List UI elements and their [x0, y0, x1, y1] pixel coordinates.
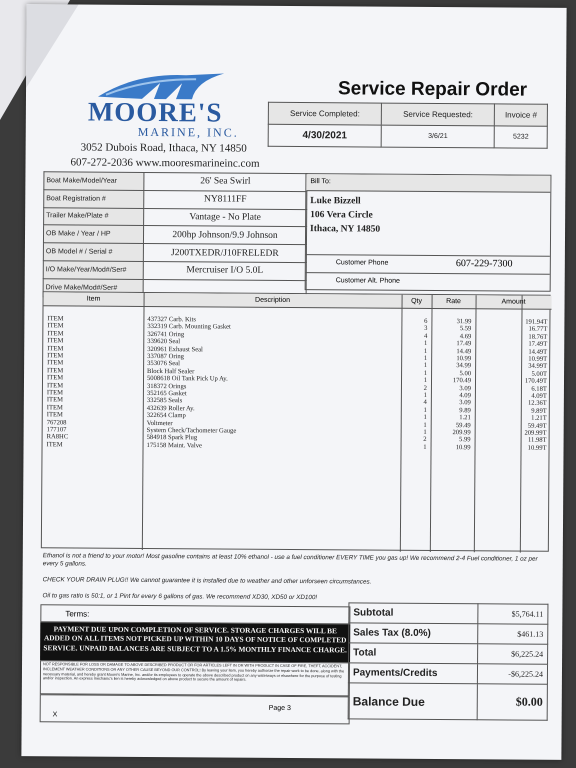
item-rate: 4.69 [459, 332, 472, 341]
item-qty: 1 [423, 347, 428, 355]
item-rate: 14.49 [456, 347, 472, 355]
company-phone-web: 607-272-2036 www.mooresmarineinc.com [70, 156, 260, 170]
item-code: ITEM [46, 396, 64, 404]
completed-date: 4/30/2021 [268, 124, 381, 147]
vehicle-label: Boat Make/Model/Year [44, 172, 144, 190]
customer-street: 106 Vera Circle [310, 210, 373, 221]
vehicle-value: 26' Sea Swirl [144, 172, 307, 191]
requested-date: 3/6/21 [381, 125, 494, 148]
item-rate: 4.09 [459, 392, 471, 400]
total-label: Total [349, 643, 478, 664]
customer-alt-phone-label: Customer Alt. Phone [335, 277, 400, 285]
item-rate: 170.49 [452, 377, 472, 385]
item-amount: 9.89T [531, 407, 547, 415]
item-rate: 3.09 [459, 399, 471, 407]
item-qty: 1 [423, 428, 427, 436]
item-qty: 1 [423, 369, 428, 377]
payments-credits-label: Payments/Credits [348, 663, 477, 684]
item-code: 177107 [46, 426, 67, 434]
completed-label: Service Completed: [268, 102, 381, 125]
page-number: Page 3 [268, 704, 291, 712]
item-qty: 3 [424, 325, 428, 333]
item-code: RA8HC [46, 433, 69, 441]
signature-box [40, 694, 350, 724]
company-name: MOORE'S [87, 96, 223, 128]
ethanol-note: Ethanol is not a friend to your motor! Most gasoline contains at least 10% ethanol - use a fuel conditioner EVERY TIME you gas up! We recommend 2-4 Fuel conditioner, 1 oz per every 5 gallons. [42, 552, 538, 568]
item-rate: 9.89 [459, 406, 471, 415]
page-title: Service Repair Order [337, 78, 528, 101]
vehicle-value: Mercruiser I/O 5.0L [143, 261, 306, 280]
company-subtitle: MARINE, INC. [137, 124, 239, 140]
sales-tax-value: $461.13 [478, 624, 548, 644]
item-description: 326741 Oring [147, 330, 185, 339]
item-rate: 10.99 [456, 355, 472, 363]
customer-alt-phone-row [306, 272, 550, 291]
item-description: Voltmeter [146, 419, 173, 427]
item-qty: 1 [423, 414, 427, 422]
customer-phone: 607-229-7300 [455, 258, 513, 270]
vehicle-label: Boat Registration # [44, 190, 144, 208]
vehicle-label: OB Make / Year / HP [43, 225, 143, 243]
vehicle-value: J200TXEDR/J10FRELEDR [143, 244, 306, 263]
item-code: ITEM [46, 374, 64, 382]
invoice-label: Invoice # [495, 104, 548, 126]
item-rate: 31.99 [456, 318, 472, 326]
item-qty: 1 [423, 377, 428, 385]
item-rate: 1.21 [459, 414, 471, 422]
item-rate: 34.99 [456, 362, 472, 370]
subtotal-value: $5,764.11 [478, 604, 548, 624]
item-amount: 17.49T [528, 340, 548, 348]
item-code: ITEM [46, 381, 64, 389]
item-amount: 11.98T [527, 437, 547, 445]
item-rate: 3.09 [459, 384, 471, 392]
customer-city: Ithaca, NY 14850 [310, 224, 381, 235]
total-value: $6,225.24 [478, 644, 548, 664]
company-address: 3052 Dubois Road, Ithaca, NY 14850 [80, 141, 247, 155]
item-code: ITEM [47, 330, 64, 338]
item-code: ITEM [46, 441, 63, 449]
requested-label: Service Requested: [381, 103, 494, 126]
subtotal-label: Subtotal [349, 603, 478, 624]
item-description: System Check/Tachometer Gauge [146, 426, 237, 435]
item-description: 322654 Clamp [146, 412, 186, 420]
item-description: 318372 Orings [146, 382, 187, 390]
item-description: 339620 Seal [147, 338, 181, 346]
item-qty: 4 [424, 332, 428, 340]
item-amount: 5.00T [531, 370, 548, 378]
item-amount: 18.76T [528, 333, 548, 341]
item-description: 332585 Seals [146, 397, 183, 405]
col-header-qty: Qty [402, 295, 432, 309]
item-amount: 34.99T [528, 363, 548, 371]
item-code: ITEM [46, 411, 63, 419]
item-amount: 16.77T [528, 326, 548, 334]
item-qty: 1 [423, 443, 427, 451]
item-description: 353076 Seal [147, 360, 180, 368]
item-qty: 1 [423, 406, 427, 414]
oil-ratio-note: Oil to gas ratio is 50:1, or 1 Pint for every 6 gallons of gas. We recommend XD30, XD50 or XD100! [42, 592, 318, 602]
item-description: 337087 Oring [147, 352, 185, 361]
item-description: 320961 Exhaust Seal [147, 345, 203, 353]
item-rate: 10.99 [455, 443, 471, 452]
item-code: ITEM [47, 337, 64, 345]
customer-name: Luke Bizzell [310, 196, 361, 207]
item-qty: 1 [423, 391, 427, 399]
totals-table [348, 602, 549, 720]
payments-credits-value: -$6,225.24 [477, 664, 547, 684]
liability-fine-print: NOT RESPONSIBLE FOR LOSS OR DAMAGE TO ABOVE DESCRIBED PRODUCT OR FOR ARTICLES LEFT IN OR WITH PRODUCT IN CASE OF FIRE, THEFT, ACCIDENT, INCLEMENT WEATHER CONDITIONS OR ANY OTHER CAUSE BEYOND OUR CONTROL! By leaving your item, you hereby authorize the repair work to be done, along with the necessary material, and hereby grant Moore's Marine, Inc. and/or its employees to operate the above described product on any waterways or elsewhere for the purpose of testing and/or inspection. An express mechanic's lien is hereby acknowledged on above product to secure the amount of repairs. [40, 660, 350, 696]
vehicle-value: Vantage - No Plate [144, 208, 307, 227]
bill-to-label: Bill To: [306, 174, 550, 193]
item-description: 352165 Gasket [146, 389, 187, 398]
payment-notice: PAYMENT DUE UPON COMPLETION OF SERVICE. STORAGE CHARGES WILL BE ADDED ON ALL ITEMS NOT PICKED UP WITHIN 10 DAYS OF NOTICE OF COMPLETED SERVICE. UNPAID BALANCES ARE SUBJECT TO A 1.5% MONTHLY FINANCE CHARGE. [40, 622, 350, 662]
vehicle-info-table [43, 171, 308, 298]
col-header-rate: Rate [432, 295, 476, 309]
order-header-table [268, 102, 548, 149]
repair-order-page [21, 4, 566, 760]
bill-to-box [305, 173, 552, 292]
item-amount: 6.18T [531, 385, 547, 393]
item-code: ITEM [47, 352, 64, 360]
item-qty: 2 [423, 384, 427, 392]
item-amount: 4.09T [531, 392, 547, 400]
sales-tax-label: Sales Tax (8.0%) [349, 623, 478, 644]
item-rate: 5.99 [459, 436, 471, 444]
item-qty: 2 [423, 436, 427, 444]
item-description: 5008618 Oil Tank Pick Up Ay. [146, 375, 228, 383]
item-rate: 5.00 [459, 369, 472, 378]
item-amount: 10.99T [528, 355, 548, 363]
signature-x: X [52, 711, 58, 719]
item-description: 332319 Carb. Mounting Gasket [147, 323, 231, 331]
item-code: ITEM [47, 322, 64, 330]
item-code: ITEM [47, 344, 64, 352]
item-description: 584918 Spark Plug [146, 434, 198, 442]
item-code: ITEM [47, 315, 64, 323]
item-amount: 12.36T [527, 400, 547, 408]
balance-due-label: Balance Due [348, 683, 477, 720]
item-amount: 170.49T [524, 377, 548, 385]
item-qty: 1 [423, 362, 428, 370]
col-header-description: Description [144, 293, 402, 309]
item-qty: 6 [424, 317, 428, 325]
col-header-amount: Amount [476, 295, 552, 310]
item-rate: 17.49 [456, 340, 472, 348]
item-rate: 5.59 [459, 325, 472, 333]
item-code: ITEM [47, 367, 64, 375]
item-amount: 191.94T [525, 318, 548, 326]
customer-phone-row [306, 254, 550, 273]
item-description: 437327 Carb. Kits [147, 315, 197, 324]
item-rate: 209.99 [452, 429, 471, 437]
invoice-number: 5232 [494, 126, 547, 148]
item-rate: 59.49 [455, 421, 471, 429]
vehicle-label: Trailer Make/Plate # [44, 207, 144, 225]
drain-plug-note: CHECK YOUR DRAIN PLUG!! We cannot guarantee it is installed due to weather and other unforseen circumstances. [42, 576, 372, 586]
vehicle-value: 200hp Johnson/9.9 Johnson [143, 226, 306, 245]
vehicle-label: I/O Make/Year/Mod#/Ser# [43, 261, 143, 279]
item-amount: 14.49T [528, 348, 548, 356]
col-header-item: Item [44, 292, 144, 307]
line-items-table [41, 291, 551, 552]
balance-due-value: $0.00 [477, 684, 547, 720]
item-code: 767208 [46, 418, 67, 427]
vehicle-value: NY8111FF [144, 190, 307, 209]
item-description: 432639 Roller Ay. [146, 404, 195, 413]
item-qty: 4 [423, 399, 427, 407]
item-amount: 1.21T [531, 414, 547, 422]
item-description: 175158 Maint. Valve [146, 441, 202, 450]
item-code: ITEM [47, 359, 64, 367]
item-qty: 1 [423, 354, 428, 362]
vehicle-label: OB Model # / Serial # [43, 243, 143, 261]
vehicle-label: Drive Make/Mod#/Ser# [43, 279, 143, 297]
item-amount: 10.99T [527, 444, 547, 452]
item-amount: 209.99T [524, 429, 547, 437]
item-code: ITEM [46, 404, 63, 412]
item-code: ITEM [46, 389, 64, 397]
item-amount: 59.49T [527, 422, 547, 430]
folded-corner [26, 4, 79, 88]
item-qty: 1 [423, 340, 428, 348]
item-qty: 1 [423, 421, 427, 429]
customer-phone-label: Customer Phone [335, 259, 389, 267]
item-description: Block Half Sealer [147, 367, 195, 376]
terms-field: Terms: [40, 604, 350, 624]
